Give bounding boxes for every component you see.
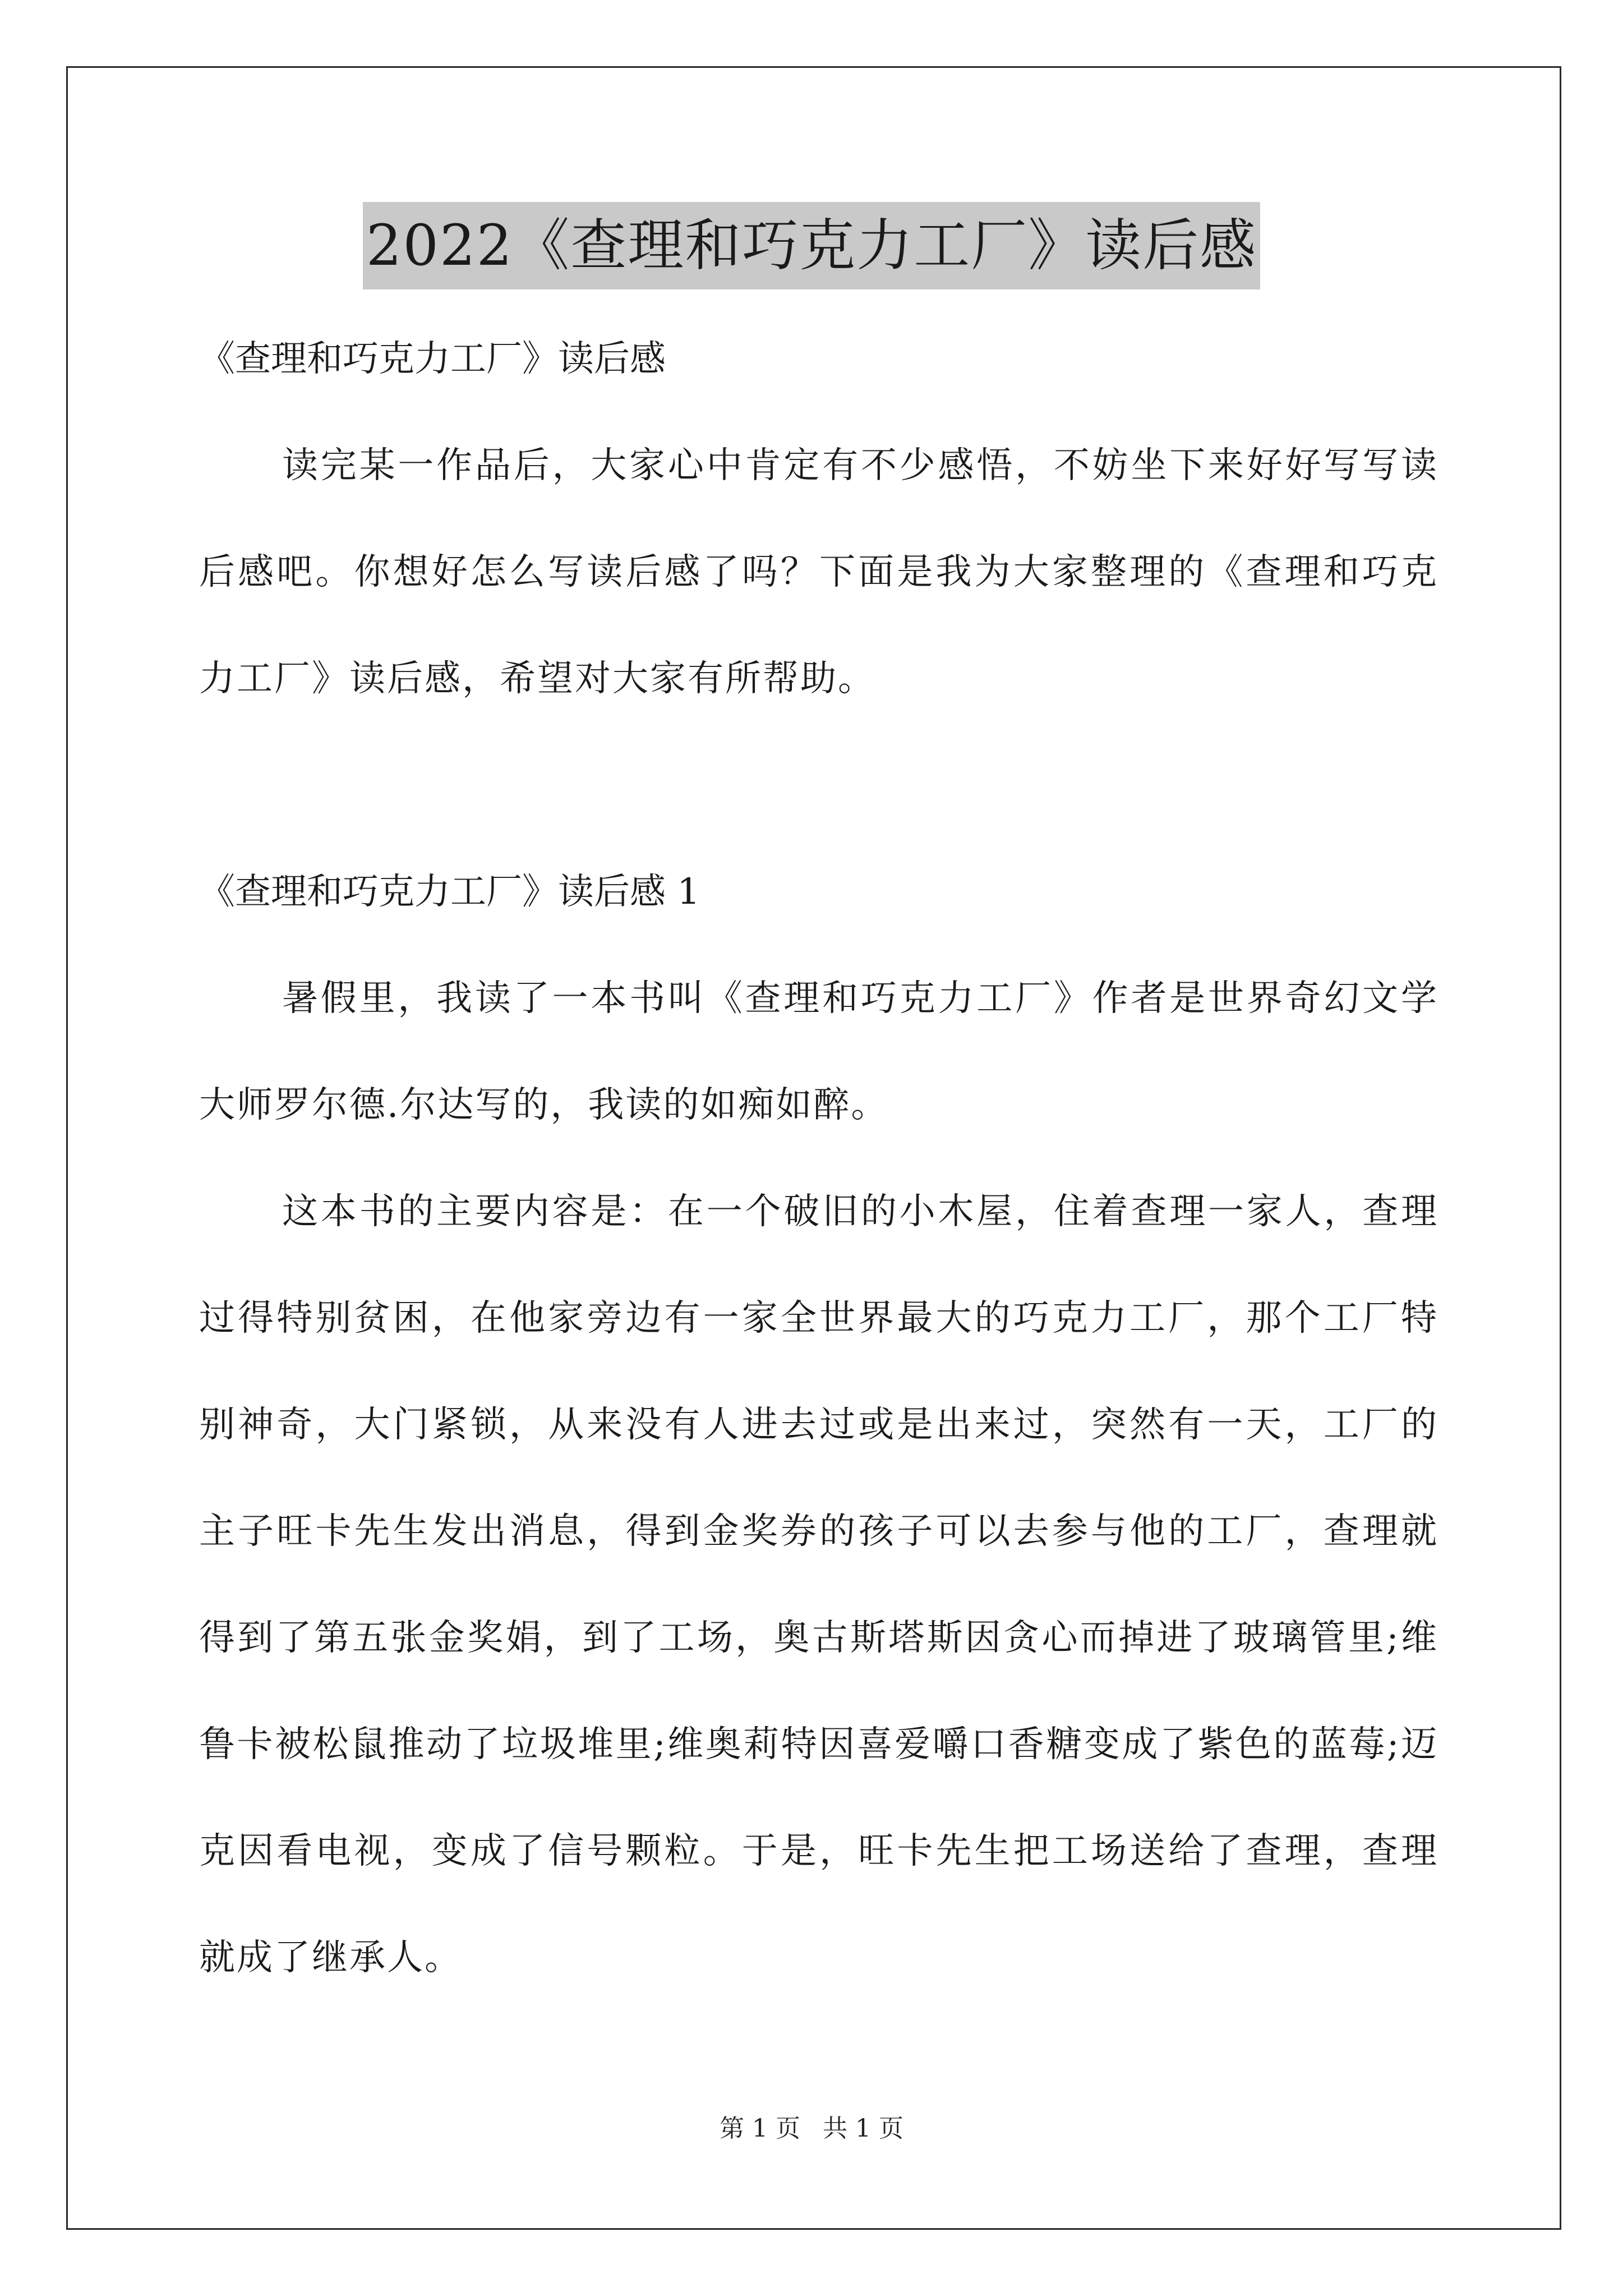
section-spacer (199, 732, 1438, 839)
section1-paragraph-1: 暑假里，我读了一本书叫《查理和巧克力工厂》作者是世界奇幻文学大师罗尔德.尔达写的，我读的如痴如醉。 (199, 978, 1438, 1126)
intro-heading: 《查理和巧克力工厂》读后感 (199, 338, 666, 380)
section1-paragraph-2: 这本书的主要内容是：在一个破旧的小木屋，住着查理一家人，查理过得特别贫困，在他家旁边有一家全世界最大的巧克力工厂，那个工厂特别神奇，大门紧锁，从来没有人进去过或是出来过，突然有一天，工厂的主子旺卡先生发出消息，得到金奖券的孩子可以去参与他的工厂，查理就得到了第五张金奖娟，到了工场，奥古斯塔斯因贪心而掉进了玻璃管里;维鲁卡被松鼠推动了垃圾堆里;维奥莉特因喜爱嚼口香糖变成了紫色的蓝莓;迈克因看电视，变成了信号颗粒。于是，旺卡先生把工场送给了查理，查理就成了继承人。 (199, 1191, 1438, 1978)
intro-paragraph: 读完某一作品后，大家心中肯定有不少感悟，不妨坐下来好好写写读后感吧。你想好怎么写读后感了吗？下面是我为大家整理的《查理和巧克力工厂》读后感，希望对大家有所帮助。 (199, 445, 1438, 700)
page-number: 第 1 页 (720, 2114, 800, 2143)
section1-heading: 《查理和巧克力工厂》读后感 1 (199, 871, 700, 913)
document-title: 2022《查理和巧克力工厂》读后感 (363, 202, 1261, 289)
page-footer (0, 2112, 1623, 2146)
page-total: 共 1 页 (823, 2114, 903, 2143)
title-container (0, 202, 1623, 289)
document-body (199, 306, 1438, 2011)
